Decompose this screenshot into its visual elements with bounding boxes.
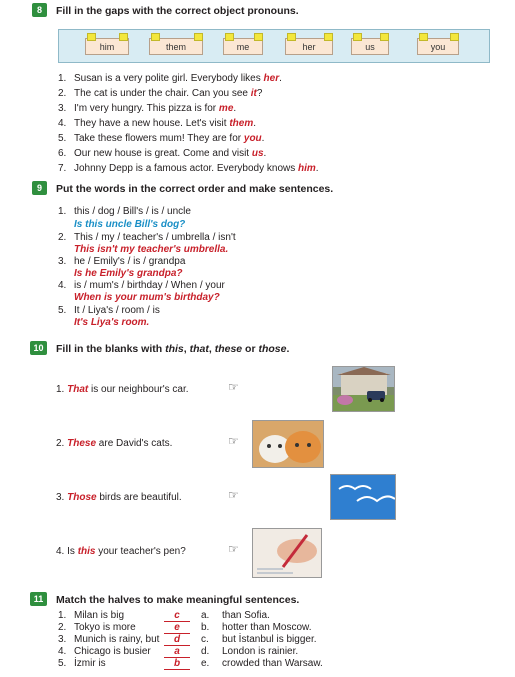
sticky-pin-icon (287, 33, 296, 41)
answer-text: c (164, 610, 190, 622)
item-number: 1. (56, 384, 65, 395)
item-number: 1. (58, 73, 67, 84)
pronoun-label: you (430, 42, 446, 52)
item-text: Chicago is busier (74, 646, 151, 657)
cats-photo (252, 420, 324, 468)
answer-text: When is your mum's birthday? (74, 292, 220, 303)
item-letter: b. (201, 622, 210, 633)
item-number: 4. (56, 546, 65, 557)
item-punct: . (233, 103, 237, 114)
pointing-hand-icon: ☞ (228, 380, 239, 394)
list-item (58, 305, 160, 316)
sticky-pin-icon (380, 33, 389, 41)
instruction-sep: , (183, 343, 190, 355)
item-letter: c. (201, 634, 209, 645)
pen-illustration (253, 529, 322, 578)
match-right-item (201, 634, 317, 645)
answer-text: It's Liya's room. (74, 317, 150, 328)
list-item (58, 103, 236, 114)
exercise-instruction: Match the halves to make meaningful sentences. (56, 594, 300, 606)
list-item (58, 148, 266, 159)
list-item (58, 88, 262, 99)
item-text: Our new house is great. Come and visit (74, 148, 252, 159)
match-answer-blank (164, 646, 190, 658)
match-answer-blank (164, 658, 190, 670)
item-number: 3. (58, 103, 67, 114)
sticky-pin-icon (194, 33, 203, 41)
answer-text: This isn't my teacher's umbrella. (74, 244, 229, 255)
list-item (58, 280, 225, 291)
car-illustration (333, 367, 395, 412)
sticky-pin-icon (254, 33, 263, 41)
list-item (58, 256, 185, 267)
answer-text: her (263, 73, 280, 84)
item-number: 3. (58, 634, 67, 645)
item-punct: . (279, 73, 282, 84)
answer-text: d (164, 634, 190, 646)
item-text: hotter than Moscow. (222, 622, 312, 633)
exercise-instruction: Put the words in the correct order and make sentences. (56, 183, 334, 195)
answer-text: These (67, 438, 97, 449)
match-right-item (201, 658, 323, 669)
list-item (58, 163, 319, 174)
item-text: crowded than Warsaw. (222, 658, 323, 669)
exercise-number-badge: 9 (32, 181, 47, 195)
match-answer-blank (164, 610, 190, 622)
item-punct: . (263, 148, 267, 159)
item-punct: ? (256, 88, 263, 99)
item-text: Susan is a very polite girl. Everybody likes (74, 73, 264, 84)
exercise-number-badge: 10 (30, 341, 47, 355)
item-number: 4. (58, 118, 67, 129)
sticky-pin-icon (450, 33, 459, 41)
item-text: than Sofia. (222, 610, 270, 621)
item-text: Take these flowers mum! They are for (74, 133, 244, 144)
item-text: The cat is under the chair. Can you see (74, 88, 251, 99)
answer-text: us (251, 148, 264, 159)
pointing-hand-icon: ☞ (228, 542, 239, 556)
item-text: is our neighbour's car. (88, 384, 189, 395)
instruction-word: these (214, 343, 243, 355)
item-text: London is rainier. (222, 646, 299, 657)
item-text: Munich is rainy, but (74, 634, 160, 645)
instruction-word: those (258, 343, 287, 355)
answer-text: Is this uncle Bill's dog? (74, 219, 186, 230)
sticky-pin-icon (87, 33, 96, 41)
answer-text: b (164, 658, 190, 670)
item-number: 2. (58, 232, 67, 243)
instruction-sep: . (286, 343, 290, 355)
item-letter: a. (201, 610, 210, 621)
list-item (58, 133, 264, 144)
sticky-pin-icon (151, 33, 160, 41)
instruction-word: that (189, 343, 209, 355)
item-number: 2. (58, 88, 67, 99)
sticky-pin-icon (324, 33, 333, 41)
list-item (56, 384, 189, 395)
pointing-hand-icon: ☞ (228, 488, 239, 502)
list-item (58, 73, 282, 84)
item-number: 5. (58, 305, 67, 316)
item-number: 3. (58, 256, 67, 267)
item-number: 3. (56, 492, 65, 503)
sticky-pin-icon (119, 33, 128, 41)
answer-text: you (243, 133, 262, 144)
scrambled-words: This / my / teacher's / umbrella / isn't (74, 232, 236, 243)
item-text: your teacher's pen? (95, 546, 186, 557)
answer-text: Those (67, 492, 97, 503)
pronoun-word-box (58, 29, 490, 63)
item-text: Milan is big (74, 610, 125, 621)
birds-illustration (331, 475, 396, 520)
item-number: 5. (58, 133, 67, 144)
pronoun-label: them (165, 42, 186, 52)
list-item (58, 206, 191, 217)
instruction-text: Fill in the blanks with (56, 343, 166, 355)
item-number: 2. (58, 622, 67, 633)
answer-text: Is he Emily's grandpa? (74, 268, 183, 279)
item-punct: . (253, 118, 257, 129)
scrambled-words: this / dog / Bill's / is / uncle (74, 206, 191, 217)
item-text: They have a new house. Let's visit (74, 118, 230, 129)
answer-text: e (164, 622, 190, 634)
item-number: 5. (58, 658, 67, 669)
item-text: Tokyo is more (74, 622, 136, 633)
item-text: but İstanbul is bigger. (222, 634, 317, 645)
exercise-instruction: Fill in the gaps with the correct object pronouns. (56, 5, 299, 17)
match-left-item (58, 646, 151, 657)
cats-illustration (253, 421, 324, 468)
match-left-item (58, 634, 159, 645)
pronoun-label: me (236, 42, 250, 52)
item-number: 1. (58, 206, 67, 217)
scrambled-words: is / mum's / birthday / When / your (74, 280, 225, 291)
item-text: İzmir is (74, 658, 106, 669)
answer-text: a (164, 646, 190, 658)
match-answer-blank (164, 634, 190, 646)
item-letter: e. (201, 658, 210, 669)
pen-photo (252, 528, 322, 578)
scrambled-words: he / Emily's / is / grandpa (74, 256, 186, 267)
pointing-hand-icon: ☞ (228, 434, 239, 448)
item-punct: . (261, 133, 265, 144)
instruction-word: this (165, 343, 184, 355)
item-letter: d. (201, 646, 210, 657)
item-text: birds are beautiful. (96, 492, 182, 503)
match-left-item (58, 610, 124, 621)
match-answer-blank (164, 622, 190, 634)
match-left-item (58, 622, 136, 633)
pronoun-label: us (365, 42, 375, 52)
list-item (56, 546, 186, 557)
item-number: 6. (58, 148, 67, 159)
sticky-pin-icon (225, 33, 234, 41)
answer-text: them (229, 118, 254, 129)
instruction-sep: , (208, 343, 215, 355)
item-punct: . (315, 163, 319, 174)
list-item (58, 232, 236, 243)
pronoun-label: him (99, 42, 115, 52)
list-item (56, 438, 172, 449)
exercise-number-badge: 8 (32, 3, 47, 17)
item-number: 7. (58, 163, 67, 174)
exercise-number-badge: 11 (30, 592, 47, 606)
answer-text: it (250, 88, 257, 99)
item-number: 1. (58, 610, 67, 621)
match-right-item (201, 646, 298, 657)
item-text: Is (64, 546, 78, 557)
item-text: are David's cats. (96, 438, 173, 449)
match-left-item (58, 658, 106, 669)
pronoun-label: her (302, 42, 316, 52)
list-item (58, 118, 256, 129)
sticky-pin-icon (419, 33, 428, 41)
instruction-sep: or (242, 343, 259, 355)
item-text: Johnny Depp is a famous actor. Everybody knows (74, 163, 299, 174)
car-photo (332, 366, 395, 412)
match-right-item (201, 610, 270, 621)
answer-text: him (298, 163, 316, 174)
list-item (56, 492, 182, 503)
answer-text: me (218, 103, 234, 114)
sticky-pin-icon (353, 33, 362, 41)
exercise-instruction (56, 343, 289, 355)
item-number: 4. (58, 646, 67, 657)
item-number: 4. (58, 280, 67, 291)
item-text: I'm very hungry. This pizza is for (74, 103, 219, 114)
item-number: 2. (56, 438, 65, 449)
scrambled-words: It / Liya's / room / is (74, 305, 160, 316)
answer-text: That (67, 384, 89, 395)
match-right-item (201, 622, 312, 633)
answer-text: this (77, 546, 96, 557)
birds-photo (330, 474, 396, 520)
